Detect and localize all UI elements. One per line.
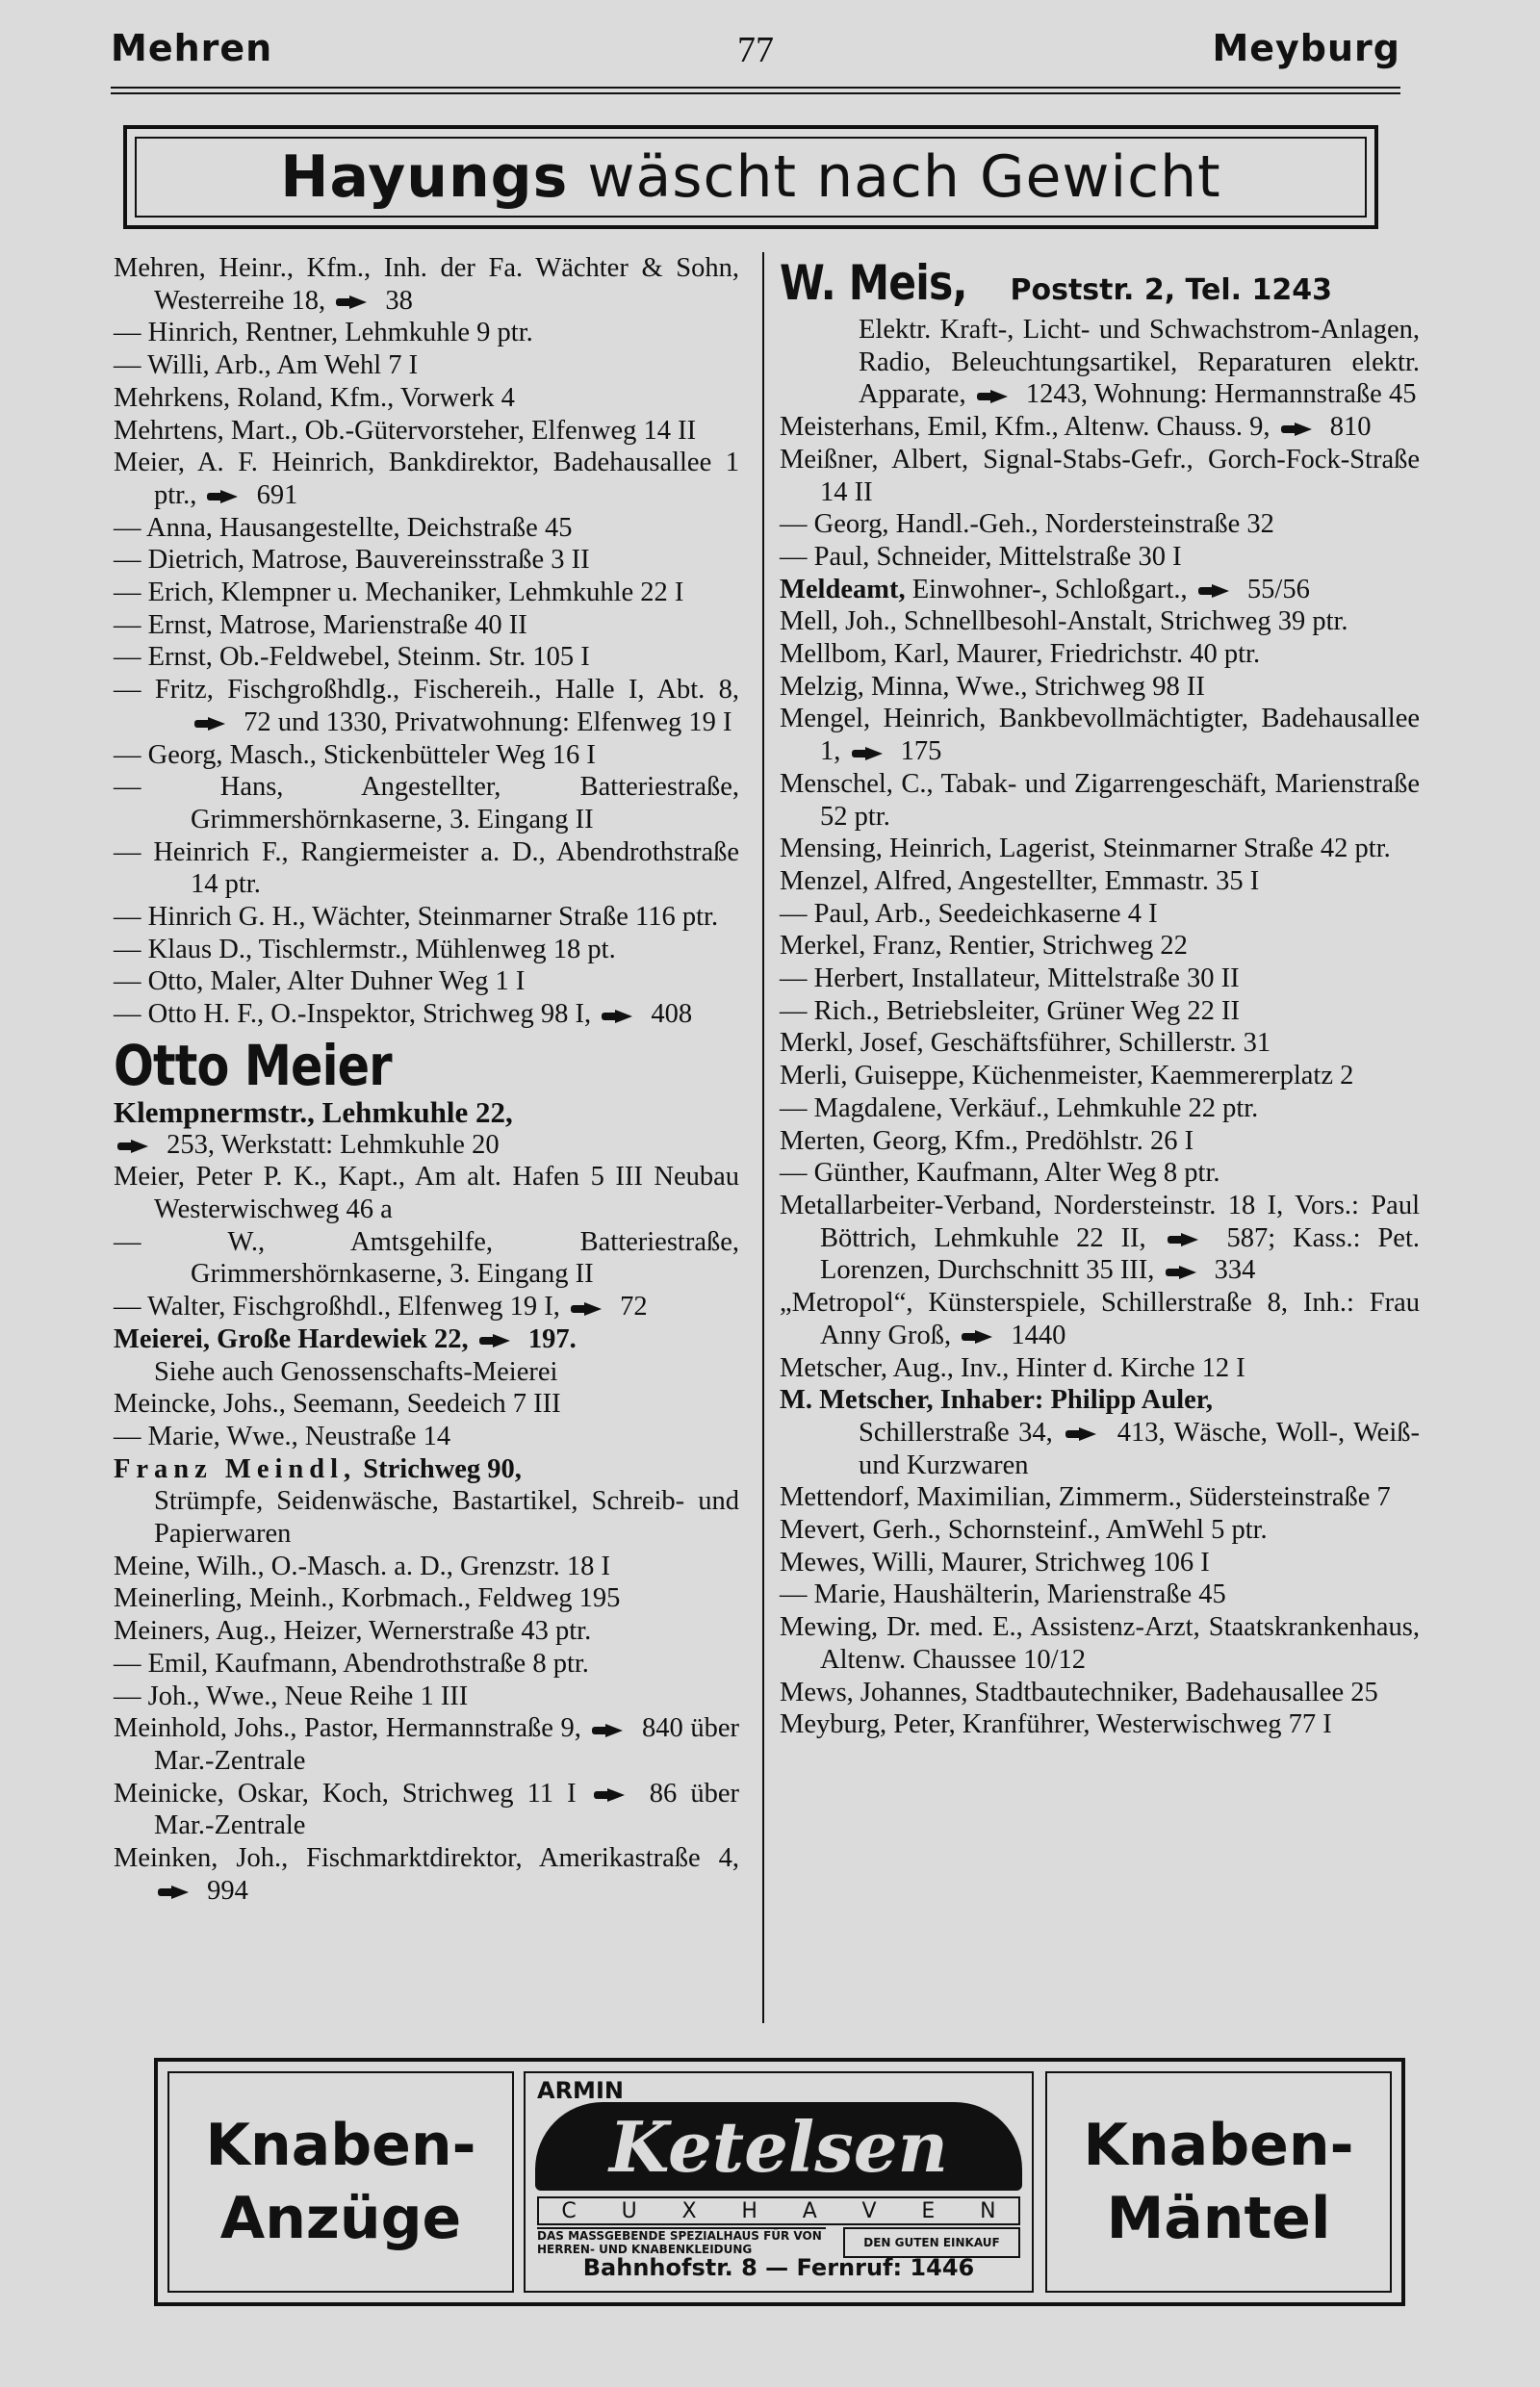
ad-tagline-right: DEN GUTEN EINKAUF <box>843 2227 1020 2258</box>
directory-entry: Merkel, Franz, Rentier, Strichweg 22 <box>780 931 1188 962</box>
directory-entry: — Joh., Wwe., Neue Reihe 1 III <box>114 1681 469 1711</box>
ketelsen-logo: Ketelsen <box>535 2102 1022 2191</box>
directory-entry: Meinicke, Oskar, Koch, Strichweg 11 I 86 über Mar.-Zentrale <box>114 1778 740 1841</box>
telephone-icon <box>1065 1427 1104 1441</box>
header-rule <box>111 87 1400 89</box>
directory-entry: — Heinrich F., Rangiermeister a. D., Abendrothstraße 14 ptr. <box>114 836 739 900</box>
directory-entry: Meinken, Joh., Fischmarktdirektor, Amerikastraße 4, 994 <box>114 1843 739 1906</box>
telephone-icon <box>194 717 233 731</box>
directory-entry: Mews, Johannes, Stadtbautechniker, Badehausallee 25 <box>780 1677 1378 1707</box>
telephone-icon <box>1198 584 1237 598</box>
directory-entry: Meiners, Aug., Heizer, Wernerstraße 43 ptr. <box>114 1616 592 1647</box>
city-letter: A <box>802 2198 817 2223</box>
directory-entry: — Ernst, Ob.-Feldwebel, Steinm. Str. 105 I <box>114 642 590 673</box>
directory-entry: — Paul, Schneider, Mittelstraße 30 I <box>780 541 1182 572</box>
directory-entry: — Klaus D., Tischlermstr., Mühlenweg 18 pt. <box>114 934 616 964</box>
ad-slogan: wäscht nach Gewicht <box>568 143 1221 211</box>
telephone-icon <box>571 1302 609 1316</box>
directory-entry: Mehrkens, Roland, Kfm., Vorwerk 4 <box>114 382 515 413</box>
city-letter: V <box>861 2198 877 2223</box>
directory-entry: Mengel, Heinrich, Bankbevollmächtigter, Badehausallee 1, 175 <box>780 704 1420 767</box>
meierei-entry <box>114 1323 739 1356</box>
directory-entry: — Georg, Masch., Stickenbütteler Weg 16 I <box>114 739 596 770</box>
directory-entry: Meißner, Albert, Signal-Stabs-Gefr., Gorch-Fock-Straße 14 II <box>780 444 1420 507</box>
telephone-icon <box>1281 423 1320 436</box>
page-header <box>111 27 1400 81</box>
directory-entry: „Metropol“, Künsterspiele, Schillerstraße 8, Inh.: Frau Anny Groß, 1440 <box>780 1288 1420 1350</box>
column-divider <box>762 252 764 2023</box>
hayungs-advertisement <box>123 125 1378 229</box>
directory-entry: Menschel, C., Tabak- und Zigarrengeschäft, Marienstraße 52 ptr. <box>780 768 1420 832</box>
metscher-description: Schillerstraße 34, 413, Wäsche, Woll-, Weiß- und Kurzwaren <box>859 1417 1420 1480</box>
directory-entry: — Marie, Wwe., Neustraße 14 <box>114 1421 451 1451</box>
otto-meier-phone: 253, Werkstatt: Lehmkuhle 20 <box>114 1129 739 1162</box>
directory-entry: Metscher, Aug., Inv., Hinter d. Kirche 12 I <box>780 1352 1245 1383</box>
directory-entry: — Dietrich, Matrose, Bauvereinsstraße 3 II <box>114 545 590 576</box>
directory-entry: Meisterhans, Emil, Kfm., Altenw. Chauss. 9, 810 <box>780 412 1372 443</box>
meierei-address: Große Hardewiek 22, 197. <box>209 1323 577 1354</box>
ad-left-line-2: Anzüge <box>219 2185 462 2252</box>
directory-entry: Menzel, Alfred, Angestellter, Emmastr. 35 I <box>780 865 1260 896</box>
telephone-icon <box>1166 1266 1204 1279</box>
directory-entry: Mewing, Dr. med. E., Assistenz-Arzt, Staatskrankenhaus, Altenw. Chaussee 10/12 <box>780 1612 1420 1675</box>
city-letter: X <box>681 2198 697 2223</box>
directory-entry: — W., Amtsgehilfe, Batteriestraße, Grimmershörnkaserne, 3. Eingang II <box>114 1226 739 1290</box>
telephone-icon <box>158 1886 196 1899</box>
directory-entry: — Fritz, Fischgroßhdlg., Fischereih., Halle I, Abt. 8, 72 und 1330, Privatwohnung: Elfenweg 19 I <box>114 675 739 737</box>
meierei-name: Meierei, <box>114 1323 210 1354</box>
directory-entry: — Magdalene, Verkäuf., Lehmkuhle 22 ptr. <box>780 1092 1259 1123</box>
directory-entry: — Willi, Arb., Am Wehl 7 I <box>114 350 419 381</box>
directory-entry: — Otto, Maler, Alter Duhner Weg 1 I <box>114 966 526 997</box>
ad-address: Bahnhofstr. 8 — Fernruf: 1446 <box>582 2254 975 2281</box>
telephone-icon <box>1168 1233 1206 1246</box>
directory-entry: Mewes, Willi, Maurer, Strichweg 106 I <box>780 1547 1210 1578</box>
meldeamt-entry <box>780 574 1420 606</box>
ad-right-box <box>1045 2071 1392 2293</box>
city-letter: H <box>741 2198 757 2223</box>
metscher-owner: Inhaber: Philipp Auler, <box>933 1385 1213 1416</box>
ad-brand: Hayungs <box>280 143 569 211</box>
directory-entry: — Hinrich, Rentner, Lehmkuhle 9 ptr. <box>114 318 533 348</box>
directory-entry: Meinhold, Johs., Pastor, Hermannstraße 9, 840 über Mar.-Zentrale <box>114 1713 739 1776</box>
directory-entry: Meyburg, Peter, Kranführer, Westerwischweg 77 I <box>780 1709 1332 1740</box>
telephone-icon <box>977 390 1015 403</box>
ad-right-line-1: Knaben- <box>1083 2112 1354 2179</box>
ad-left-box <box>167 2071 514 2293</box>
directory-entry: Meincke, Johs., Seemann, Seedeich 7 III <box>114 1389 561 1420</box>
directory-entry: Mehren, Heinr., Kfm., Inh. der Fa. Wächter & Sohn, Westerreihe 18, 38 <box>114 253 739 316</box>
directory-entry: — Erich, Klempner u. Mechaniker, Lehmkuhle 22 I <box>114 578 684 608</box>
meindl-address: Strichweg 90, <box>356 1453 522 1484</box>
ad-tagline-left: DAS MASSGEBENDE SPEZIALHAUS FÜR VON HERREN- UND KNABENKLEIDUNG <box>537 2227 826 2256</box>
directory-entry: Mettendorf, Maximilian, Zimmerm., Südersteinstraße 7 <box>780 1482 1391 1513</box>
directory-entry: — Ernst, Matrose, Marienstraße 40 II <box>114 609 527 640</box>
ad-city-letters <box>537 2196 1020 2225</box>
directory-entry: Mehrtens, Mart., Ob.-Gütervorsteher, Elfenweg 14 II <box>114 415 697 446</box>
ad-right-line-2: Mäntel <box>1106 2185 1331 2252</box>
city-letter: E <box>921 2198 936 2223</box>
meis-address: Poststr. 2, Tel. 1243 <box>1000 273 1333 307</box>
meindl-entry <box>114 1453 739 1486</box>
otto-meier-name: Otto Meier <box>114 1032 392 1098</box>
meindl-name: Franz Meindl, <box>114 1453 357 1484</box>
directory-entry: Merkl, Josef, Geschäftsführer, Schillerstr. 31 <box>780 1028 1271 1059</box>
meindl-description: Strümpfe, Seidenwäsche, Bastartikel, Schreib- und Papierwaren <box>154 1486 739 1550</box>
metscher-name: M. Metscher, <box>780 1385 934 1416</box>
right-column <box>780 252 1420 1741</box>
meierei-note: Siehe auch Genossenschafts-Meierei <box>154 1356 558 1387</box>
otto-meier-address: Klempnermstr., Lehmkuhle 22, <box>114 1094 513 1129</box>
directory-entry: — Hans, Angestellter, Batteriestraße, Grimmershörnkaserne, 3. Eingang II <box>114 772 739 834</box>
directory-entry: Meinerling, Meinh., Korbmach., Feldweg 195 <box>114 1583 621 1614</box>
directory-entry: — Günther, Kaufmann, Alter Weg 8 ptr. <box>780 1158 1220 1189</box>
telephone-icon <box>592 1724 630 1737</box>
meldeamt-name: Meldeamt, <box>780 574 906 604</box>
telephone-icon <box>602 1010 640 1023</box>
telephone-icon <box>117 1140 156 1153</box>
city-letter: C <box>561 2198 577 2223</box>
directory-entry: — Marie, Haushälterin, Marienstraße 45 <box>780 1579 1226 1610</box>
directory-entry: Meier, A. F. Heinrich, Bankdirektor, Badehausallee 1 ptr., 691 <box>114 448 739 510</box>
directory-entry: — Herbert, Installateur, Mittelstraße 30 II <box>780 963 1240 994</box>
page-number: 77 <box>737 30 774 70</box>
ad-center-box <box>524 2071 1034 2293</box>
meis-entry <box>780 252 1420 314</box>
directory-entry: — Georg, Handl.-Geh., Nordersteinstraße 32 <box>780 509 1274 540</box>
directory-entry: Mensing, Heinrich, Lagerist, Steinmarner Straße 42 ptr. <box>780 834 1391 864</box>
directory-entry: Melzig, Minna, Wwe., Strichweg 98 II <box>780 671 1205 702</box>
telephone-icon <box>207 490 245 503</box>
meldeamt-address: Einwohner-, Schloßgart., 55/56 <box>905 574 1310 604</box>
directory-entry: — Paul, Arb., Seedeichkaserne 4 I <box>780 898 1158 929</box>
meis-name: W. Meis, <box>780 255 967 311</box>
directory-entry: Mell, Joh., Schnellbesohl-Anstalt, Strichweg 39 ptr. <box>780 606 1348 637</box>
directory-entry: Mellbom, Karl, Maurer, Friedrichstr. 40 ptr. <box>780 639 1261 670</box>
telephone-icon <box>962 1330 1000 1344</box>
directory-entry: Mevert, Gerh., Schornsteinf., AmWehl 5 ptr. <box>780 1515 1268 1546</box>
directory-entry: — Walter, Fischgroßhdl., Elfenweg 19 I, 72 <box>114 1292 648 1322</box>
directory-entry: Meine, Wilh., O.-Masch. a. D., Grenzstr. 18 I <box>114 1551 610 1581</box>
telephone-icon <box>479 1334 518 1348</box>
ketelsen-advertisement <box>154 2058 1405 2306</box>
directory-entry: — Otto H. F., O.-Inspektor, Strichweg 98 I, 408 <box>114 999 693 1030</box>
city-letter: U <box>621 2198 637 2223</box>
telephone-icon <box>594 1788 632 1802</box>
telephone-icon <box>852 747 890 760</box>
directory-entry: — Anna, Hausangestellte, Deichstraße 45 <box>114 512 573 543</box>
ad-armin-text: ARMIN <box>537 2077 624 2104</box>
directory-entry: Merten, Georg, Kfm., Predöhlstr. 26 I <box>780 1125 1194 1156</box>
directory-entry: — Emil, Kaufmann, Abendrothstraße 8 ptr. <box>114 1648 589 1679</box>
left-column <box>114 252 739 1907</box>
directory-entry: Merli, Guiseppe, Küchenmeister, Kaemmererplatz 2 <box>780 1061 1354 1091</box>
running-head-left: Mehren <box>111 27 273 69</box>
directory-entry: Meier, Peter P. K., Kapt., Am alt. Hafen 5 III Neubau Westerwischweg 46 a <box>114 1162 739 1224</box>
header-rule-2 <box>111 92 1400 94</box>
telephone-icon <box>336 295 374 309</box>
directory-entry: Metallarbeiter-Verband, Nordersteinstr. 18 I, Vors.: Paul Böttrich, Lehmkuhle 22 II, 587; Kass.: Pet. Lorenzen, Durchschnitt 35 III, 334 <box>780 1190 1421 1286</box>
directory-entry: — Rich., Betriebsleiter, Grüner Weg 22 II <box>780 995 1241 1026</box>
city-letter: N <box>980 2198 996 2223</box>
meis-description: Elektr. Kraft-, Licht- und Schwachstrom-Anlagen, Radio, Beleuchtungsartikel, Reparaturen elektr. Apparate, 1243, Wohnung: Hermannstraße 45 <box>859 315 1420 410</box>
ad-left-line-1: Knaben- <box>205 2112 476 2179</box>
running-head-right: Meyburg <box>1212 27 1400 69</box>
directory-entry: — Hinrich G. H., Wächter, Steinmarner Straße 116 ptr. <box>114 902 719 933</box>
metscher-entry <box>780 1384 1420 1417</box>
